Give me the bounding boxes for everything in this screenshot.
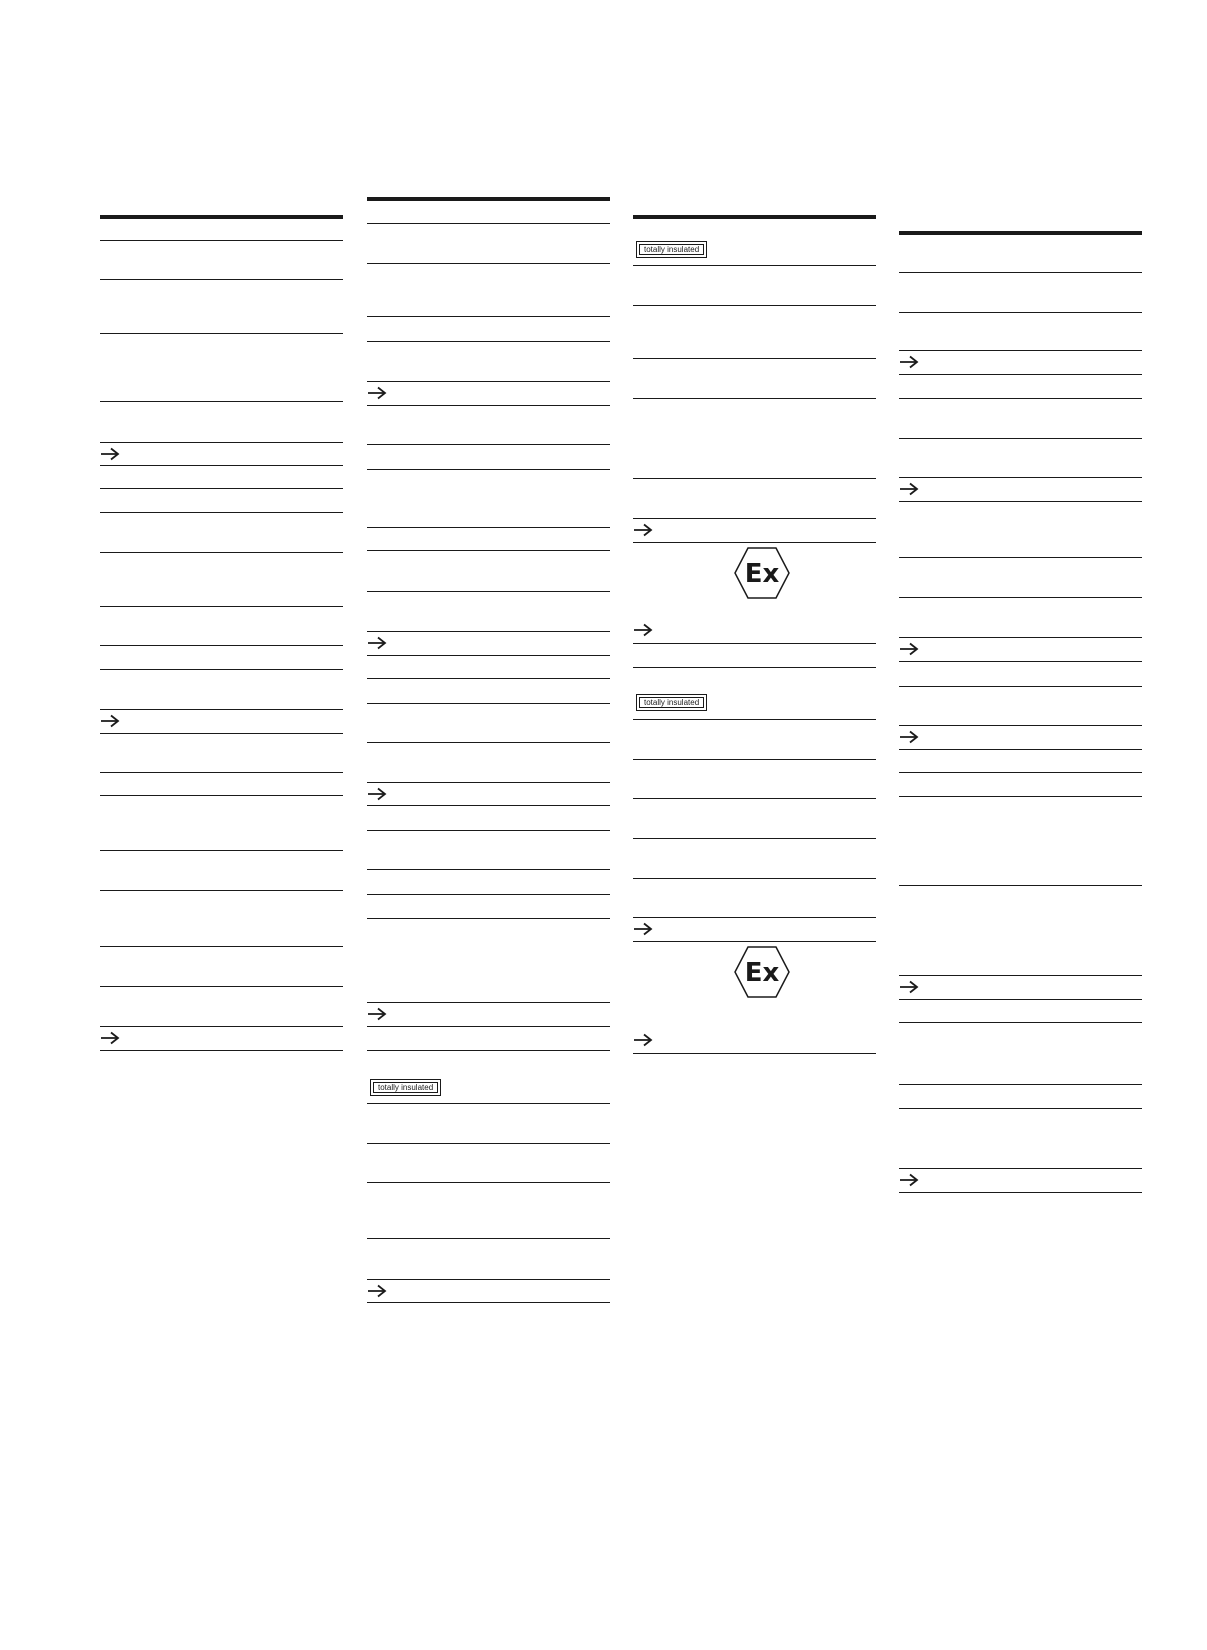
row-divider (367, 830, 610, 831)
totally-insulated-badge (636, 694, 707, 711)
ex-hazard-icon (734, 946, 790, 998)
row-divider (899, 1084, 1142, 1085)
row-divider (899, 1192, 1142, 1193)
row-divider (367, 381, 610, 382)
row-divider (899, 350, 1142, 351)
row-divider (367, 678, 610, 679)
arrow-right-icon (633, 523, 653, 537)
row-divider (367, 1002, 610, 1003)
row-divider (100, 512, 343, 513)
row-divider (367, 405, 610, 406)
row-divider (367, 703, 610, 704)
row-divider (899, 477, 1142, 478)
row-divider (100, 442, 343, 443)
totally-insulated-badge (370, 1079, 441, 1096)
row-divider (100, 772, 343, 773)
column-header-rule (367, 197, 610, 201)
row-divider (899, 885, 1142, 886)
column-header-rule (899, 231, 1142, 235)
arrow-right-icon (100, 447, 120, 461)
row-divider (899, 374, 1142, 375)
ex-mark-label: Ex (744, 559, 780, 589)
row-divider (899, 975, 1142, 976)
row-divider (367, 1302, 610, 1303)
row-divider (100, 850, 343, 851)
row-divider (633, 305, 876, 306)
row-divider (633, 358, 876, 359)
row-divider (367, 1143, 610, 1144)
row-divider (367, 316, 610, 317)
row-divider (100, 1050, 343, 1051)
row-divider (100, 1026, 343, 1027)
row-divider (367, 655, 610, 656)
row-divider (633, 265, 876, 266)
arrow-right-icon (367, 1007, 387, 1021)
row-divider (633, 759, 876, 760)
row-divider (367, 894, 610, 895)
row-divider (367, 223, 610, 224)
badge-label: totally insulated (639, 697, 704, 708)
arrow-right-icon (899, 482, 919, 496)
row-divider (633, 917, 876, 918)
row-divider (899, 772, 1142, 773)
row-divider (899, 725, 1142, 726)
row-divider (899, 438, 1142, 439)
row-divider (100, 795, 343, 796)
row-divider (633, 398, 876, 399)
row-divider (633, 643, 876, 644)
row-divider (100, 946, 343, 947)
row-divider (367, 341, 610, 342)
badge-label: totally insulated (639, 244, 704, 255)
row-divider (633, 518, 876, 519)
row-divider (899, 1108, 1142, 1109)
row-divider (367, 1026, 610, 1027)
row-divider (899, 999, 1142, 1000)
row-divider (100, 552, 343, 553)
arrow-right-icon (899, 642, 919, 656)
row-divider (367, 444, 610, 445)
arrow-right-icon (367, 787, 387, 801)
row-divider (899, 796, 1142, 797)
arrow-right-icon (100, 1031, 120, 1045)
row-divider (100, 669, 343, 670)
arrow-right-icon (899, 980, 919, 994)
arrow-right-icon (899, 355, 919, 369)
column-header-rule (100, 215, 343, 219)
row-divider (899, 1022, 1142, 1023)
row-divider (100, 401, 343, 402)
row-divider (899, 661, 1142, 662)
arrow-right-icon (633, 623, 653, 637)
row-divider (367, 805, 610, 806)
row-divider (100, 240, 343, 241)
row-divider (100, 645, 343, 646)
arrow-right-icon (367, 636, 387, 650)
row-divider (367, 631, 610, 632)
row-divider (100, 465, 343, 466)
row-divider (367, 527, 610, 528)
row-divider (367, 918, 610, 919)
row-divider (899, 686, 1142, 687)
row-divider (100, 488, 343, 489)
row-divider (367, 591, 610, 592)
row-divider (899, 272, 1142, 273)
row-divider (899, 1168, 1142, 1169)
arrow-right-icon (367, 386, 387, 400)
row-divider (367, 782, 610, 783)
row-divider (100, 709, 343, 710)
row-divider (100, 606, 343, 607)
row-divider (633, 667, 876, 668)
row-divider (899, 749, 1142, 750)
row-divider (367, 742, 610, 743)
row-divider (633, 941, 876, 942)
row-divider (899, 398, 1142, 399)
row-divider (367, 469, 610, 470)
arrow-right-icon (367, 1284, 387, 1298)
row-divider (899, 557, 1142, 558)
arrow-right-icon (100, 714, 120, 728)
row-divider (899, 597, 1142, 598)
row-divider (633, 838, 876, 839)
row-divider (100, 890, 343, 891)
row-divider (899, 312, 1142, 313)
row-divider (100, 333, 343, 334)
row-divider (633, 542, 876, 543)
row-divider (633, 1053, 876, 1054)
row-divider (367, 1103, 610, 1104)
arrow-right-icon (633, 1033, 653, 1047)
row-divider (100, 733, 343, 734)
row-divider (367, 550, 610, 551)
arrow-right-icon (633, 922, 653, 936)
badge-label: totally insulated (373, 1082, 438, 1093)
row-divider (367, 1238, 610, 1239)
row-divider (367, 263, 610, 264)
row-divider (367, 1279, 610, 1280)
row-divider (899, 501, 1142, 502)
ex-hazard-icon (734, 547, 790, 599)
row-divider (367, 869, 610, 870)
row-divider (633, 878, 876, 879)
column-header-rule (633, 215, 876, 219)
row-divider (367, 1050, 610, 1051)
row-divider (367, 1182, 610, 1183)
ex-mark-label: Ex (744, 958, 780, 988)
arrow-right-icon (899, 1173, 919, 1187)
arrow-right-icon (899, 730, 919, 744)
row-divider (633, 719, 876, 720)
row-divider (100, 279, 343, 280)
row-divider (633, 798, 876, 799)
row-divider (100, 986, 343, 987)
totally-insulated-badge (636, 241, 707, 258)
row-divider (633, 478, 876, 479)
row-divider (899, 637, 1142, 638)
